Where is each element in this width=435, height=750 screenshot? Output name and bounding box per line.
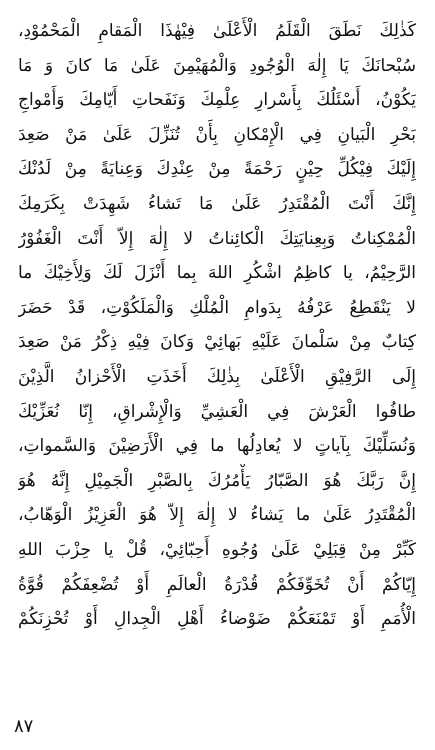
text-line-18: الْأُمَمِ أَوْ تَمْنَعَكُمْ ضَوْضاءُ أَهْلِ الْجِدالِ أَوْ تُحْزِنَكُمْ bbox=[18, 609, 416, 630]
text-line-6: إِنَّكَ أَنْتَ الْمُقْتَدِرُ عَلَىٰ مَا تَشاءُ شَهِدَتْ بِكَرَمِكَ bbox=[18, 193, 416, 214]
text-line-8: الرَّحِيْمُ، يا كاظِمُ اشْكُرِ اللهَ بِما أَنْزَلَ لَكَ وَلِأَخِيْكَ ما bbox=[18, 263, 416, 284]
text-line-7: الْمُمْكِناتُ وَبِعِنايَتِكَ الْكائِناتُ لا إِلٰهَ إِلاّ أَنْتَ الْغَفُوْرُ bbox=[18, 228, 416, 249]
text-line-10: كِتابٌ مِنْ سَلْمانَ عَلَيْهِ بَهائِيْ وَكانَ فِيْهِ ذِكْرُ مَنْ صَعِدَ bbox=[18, 332, 416, 353]
text-line-14: إِنَّ رَبَّكَ هُوَ الصَّبّارُ يَأْمُرُكَ بِالصَّبْرِ الْجَمِيْلِ إِنَّهُ هُوَ bbox=[18, 470, 416, 491]
text-line-17: إِيّاكُمْ أَنْ تُخَوِّفَكُمْ قُدْرَةُ الْعالَمِ أَوْ تُضْعِفَكُمْ قُوَّةُ bbox=[18, 574, 416, 595]
arabic-text-block bbox=[18, 14, 416, 637]
text-line-16: كَبِّرْ مِنْ قِبَلِيْ عَلَىٰ وُجُوهِ أَحِبّائِيْ، قُلْ يا حِزْبَ اللهِ bbox=[18, 539, 416, 560]
page-number: ٨٧ bbox=[14, 716, 34, 737]
text-line-11: إِلَى الرَّفِيْقِ الْأَعْلَىٰ بِذٰلِكَ أَخَذَتِ الْأَحْزانُ الَّذِيْنَ bbox=[18, 366, 416, 387]
text-line-4: بَحْرِ الْبَيانِ فِي الْإِمْكانِ بِأَنْ تُنَزِّلَ عَلَىٰ مَنْ صَعِدَ bbox=[18, 124, 416, 145]
text-line-2: سُبْحانَكَ يَا إِلٰهَ الْوُجُودِ وَالْمُهَيْمِنَ عَلَىٰ مَا كانَ وَ مَا bbox=[18, 55, 416, 76]
text-line-15: الْمُقْتَدِرُ عَلَىٰ ما يَشاءُ لا إِلٰهَ إِلاّ هُوَ الْعَزِيْزُ الْوَهّابُ، bbox=[18, 505, 416, 526]
text-line-13: وَنُسَلِّيْكَ بِآياتٍ لا يُعادِلُها ما فِي الْأَرَضِيْنَ وَالسَّمواتِ، bbox=[18, 436, 416, 457]
text-line-5: إِلَيْكَ فِيْكُلِّ حِيْنٍ رَحْمَةً مِنْ عِنْدِكَ وَعِنايَةً مِنْ لَدُنْكَ bbox=[18, 159, 416, 180]
text-line-3: يَكُوْنُ، أَسْئَلُكَ بِأَسْرارِ عِلْمِكَ وَنَفَحاتِ أَيّامِكَ وَأَمْواجِ bbox=[18, 90, 416, 111]
text-line-1: كَذٰلِكَ نَطَقَ الْقَلَمُ الْأَعْلَىٰ فِيْهٰذَا الْمَقامِ الْمَحْمُوْدِ، bbox=[18, 21, 416, 41]
text-line-12: طافُوا الْعَرْشَ فِي الْعَشِيِّ وَالْإِشْراقِ، إِنّا نُعَزِّيْكَ bbox=[18, 401, 416, 422]
text-line-9: لا يَنْقَطِعُ عَرْفُهُ بِدَوامِ الْمُلْكِ وَالْمَلَكُوْتِ، قَدْ حَضَرَ bbox=[18, 297, 416, 318]
